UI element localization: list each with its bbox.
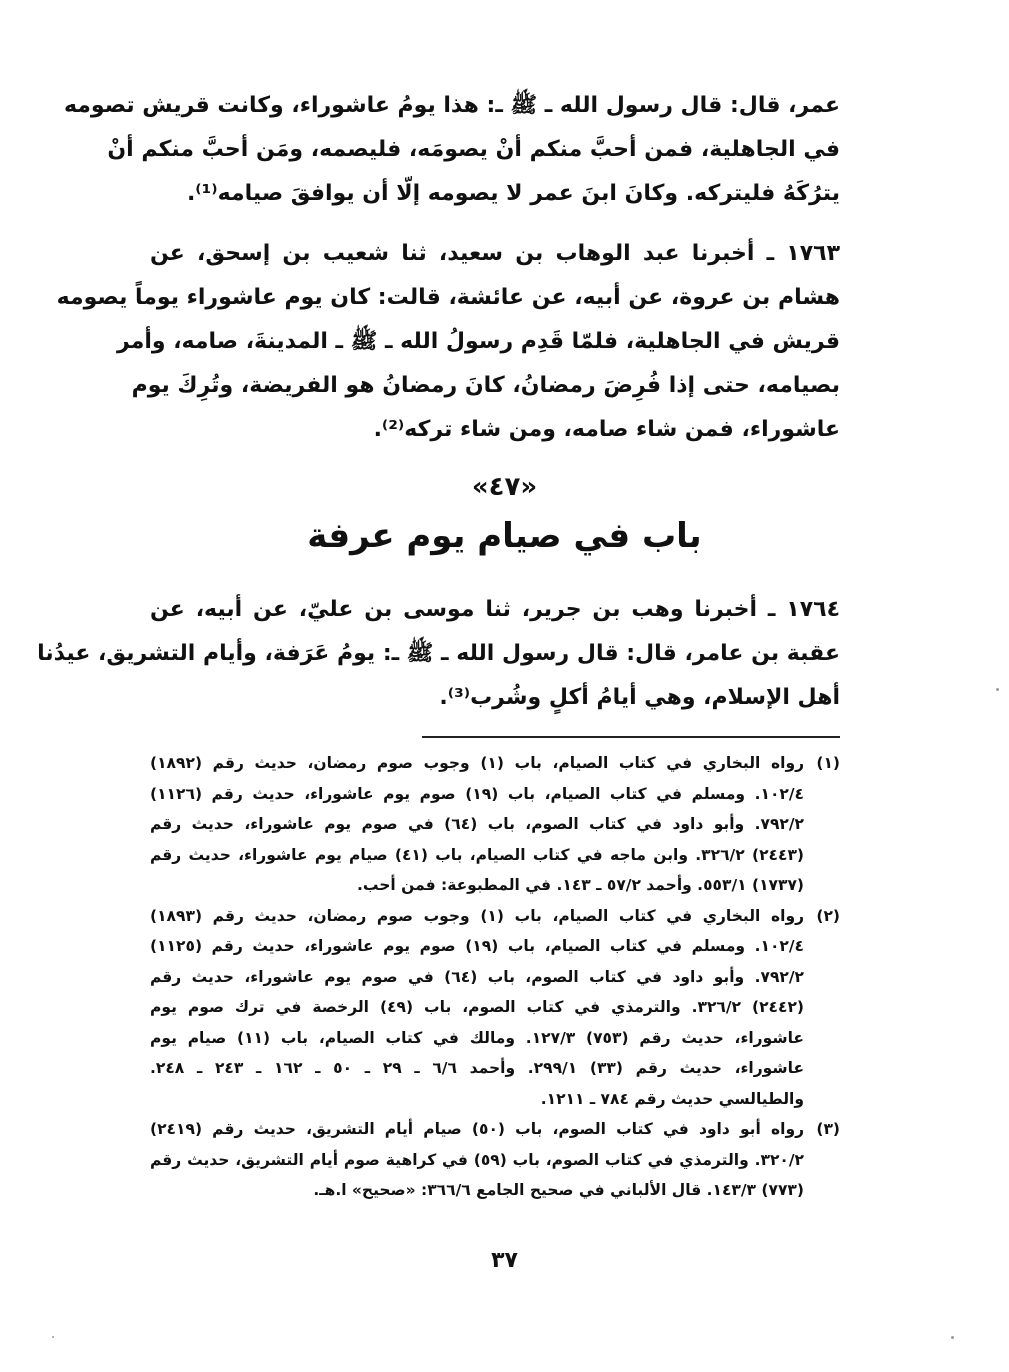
footnote-3: [150, 1114, 840, 1206]
section-title: باب في صيام يوم عرفة: [307, 516, 702, 556]
footnote-line: (٢٤٤٣) ٣٢٦/٢. وابن ماجه في كتاب الصيام، باب (٤١) صيام يوم عاشوراء، حديث رقم: [150, 845, 805, 864]
text-line: يترُكَهُ فليتركه. وكانَ ابنَ عمر لا يصومه إلّا أن يوافقَ صيامه⁽¹⁾.: [186, 181, 840, 206]
footnote-line: (٧٧٣) ١٤٣/٣. قال الألباني في صحيح الجامع ٣٦٦/٦: «صحيح» ا.هـ.: [313, 1181, 804, 1199]
text-line: ١٧٦٤ ـ أخبرنا وهب بن جرير، ثنا موسى بن عليّ، عن أبيه، عن: [150, 597, 840, 622]
scan-speck: [996, 688, 999, 691]
hadith-1763: [56, 232, 840, 452]
text-line: أهل الإسلام، وهي أيامُ أكلٍ وشُرب⁽³⁾.: [439, 685, 840, 710]
footnote-line: رواه البخاري في كتاب الصيام، باب (١) وجوب صوم رمضان، حديث رقم (١٨٩٢): [150, 754, 804, 772]
footnote-line: رواه البخاري في كتاب الصيام، باب (١) وجوب صوم رمضان، حديث رقم (١٨٩٣): [150, 906, 804, 925]
footnote-line: ١٠٢/٤. ومسلم في كتاب الصيام، باب (١٩) صوم يوم عاشوراء، حديث رقم (١١٢٥): [150, 937, 805, 955]
footnote-number: (٢): [816, 906, 840, 925]
footnote-line: (١٧٣٧) ٥٥٣/١. وأحمد ٥٧/٢ ـ ١٤٣. في المطبوعة: فمن أحب.: [356, 876, 804, 894]
hadith-1764: [37, 588, 840, 720]
text-line: في الجاهلية، فمن أحبَّ منكم أنْ يصومَه، فليصمه، ومَن أحبَّ منكم أنْ: [107, 137, 840, 162]
scan-speck: [52, 1336, 54, 1338]
footnote-line: والطيالسي حديث رقم ٧٨٤ ـ ١٢١١.: [540, 1089, 804, 1108]
footnote-line: (٢٤٤٢) ٣٢٦/٢. والترمذي في كتاب الصوم، باب (٤٩) الرخصة في ترك صوم يوم: [150, 998, 805, 1016]
paragraph-continuation: [63, 84, 840, 216]
text-line: قريش في الجاهلية، فلمّا قَدِم رسولُ الله ـ ﷺ ـ المدينةَ، صامه، وأمر: [117, 329, 840, 354]
text-line: عمر، قال: قال رسول الله ـ ﷺ ـ: هذا يومُ عاشوراء، وكانت قريش تصومه: [63, 93, 840, 118]
footnote-line: عاشوراء، حديث رقم (٣٣) ٢٩٩/١. وأحمد ٦/٦ ـ ٢٩ ـ ٥٠ ـ ١٦٢ ـ ٢٤٣ ـ ٢٤٨.: [150, 1059, 805, 1077]
text-line: بصيامه، حتى إذا فُرِضَ رمضانُ، كانَ رمضانُ هو الفريضة، وتُرِكَ يوم: [131, 373, 840, 398]
footnotes: [150, 748, 840, 1206]
footnote-line: ١٠٢/٤. ومسلم في كتاب الصيام، باب (١٩) صوم يوم عاشوراء، حديث رقم (١١٢٦): [150, 784, 805, 803]
section-number: «٤٧»: [471, 472, 538, 502]
footnote-line: عاشوراء، حديث رقم (٧٥٣) ١٢٧/٣. ومالك في كتاب الصيام، باب (١١) صيام يوم: [150, 1028, 804, 1047]
text-line: ١٧٦٣ ـ أخبرنا عبد الوهاب بن سعيد، ثنا شعيب بن إسحق، عن: [150, 241, 840, 266]
footnote-number: (٣): [816, 1120, 840, 1138]
text-line: عاشوراء، فمن شاء صامه، ومن شاء تركه⁽²⁾.: [373, 417, 840, 442]
footnote-line: رواه أبو داود في كتاب الصوم، باب (٥٠) صيام أيام التشريق، حديث رقم (٢٤١٩): [150, 1120, 804, 1138]
footnote-line: ٣٢٠/٢. والترمذي في كتاب الصوم، باب (٥٩) في كراهية صوم أيام التشريق، حديث رقم: [150, 1150, 804, 1169]
footnote-1: [150, 748, 840, 901]
text-line: هشام بن عروة، عن أبيه، عن عائشة، قالت: كان يوم عاشوراء يوماً يصومه: [56, 285, 840, 310]
footnote-number: (١): [816, 754, 840, 772]
footnote-line: ٧٩٢/٢. وأبو داود في كتاب الصوم، باب (٦٤) في صوم يوم عاشوراء، حديث رقم: [150, 815, 804, 833]
footnote-line: ٧٩٢/٢. وأبو داود في كتاب الصوم، باب (٦٤) في صوم يوم عاشوراء، حديث رقم: [150, 967, 804, 986]
scan-speck: [951, 1336, 954, 1339]
footnote-separator: [422, 736, 840, 738]
page-number: ٣٧: [491, 1248, 518, 1273]
footnote-2: [150, 901, 840, 1115]
text-line: عقبة بن عامر، قال: قال رسول الله ـ ﷺ ـ: يومُ عَرَفة، وأيام التشريق، عيدُنا: [37, 641, 840, 666]
